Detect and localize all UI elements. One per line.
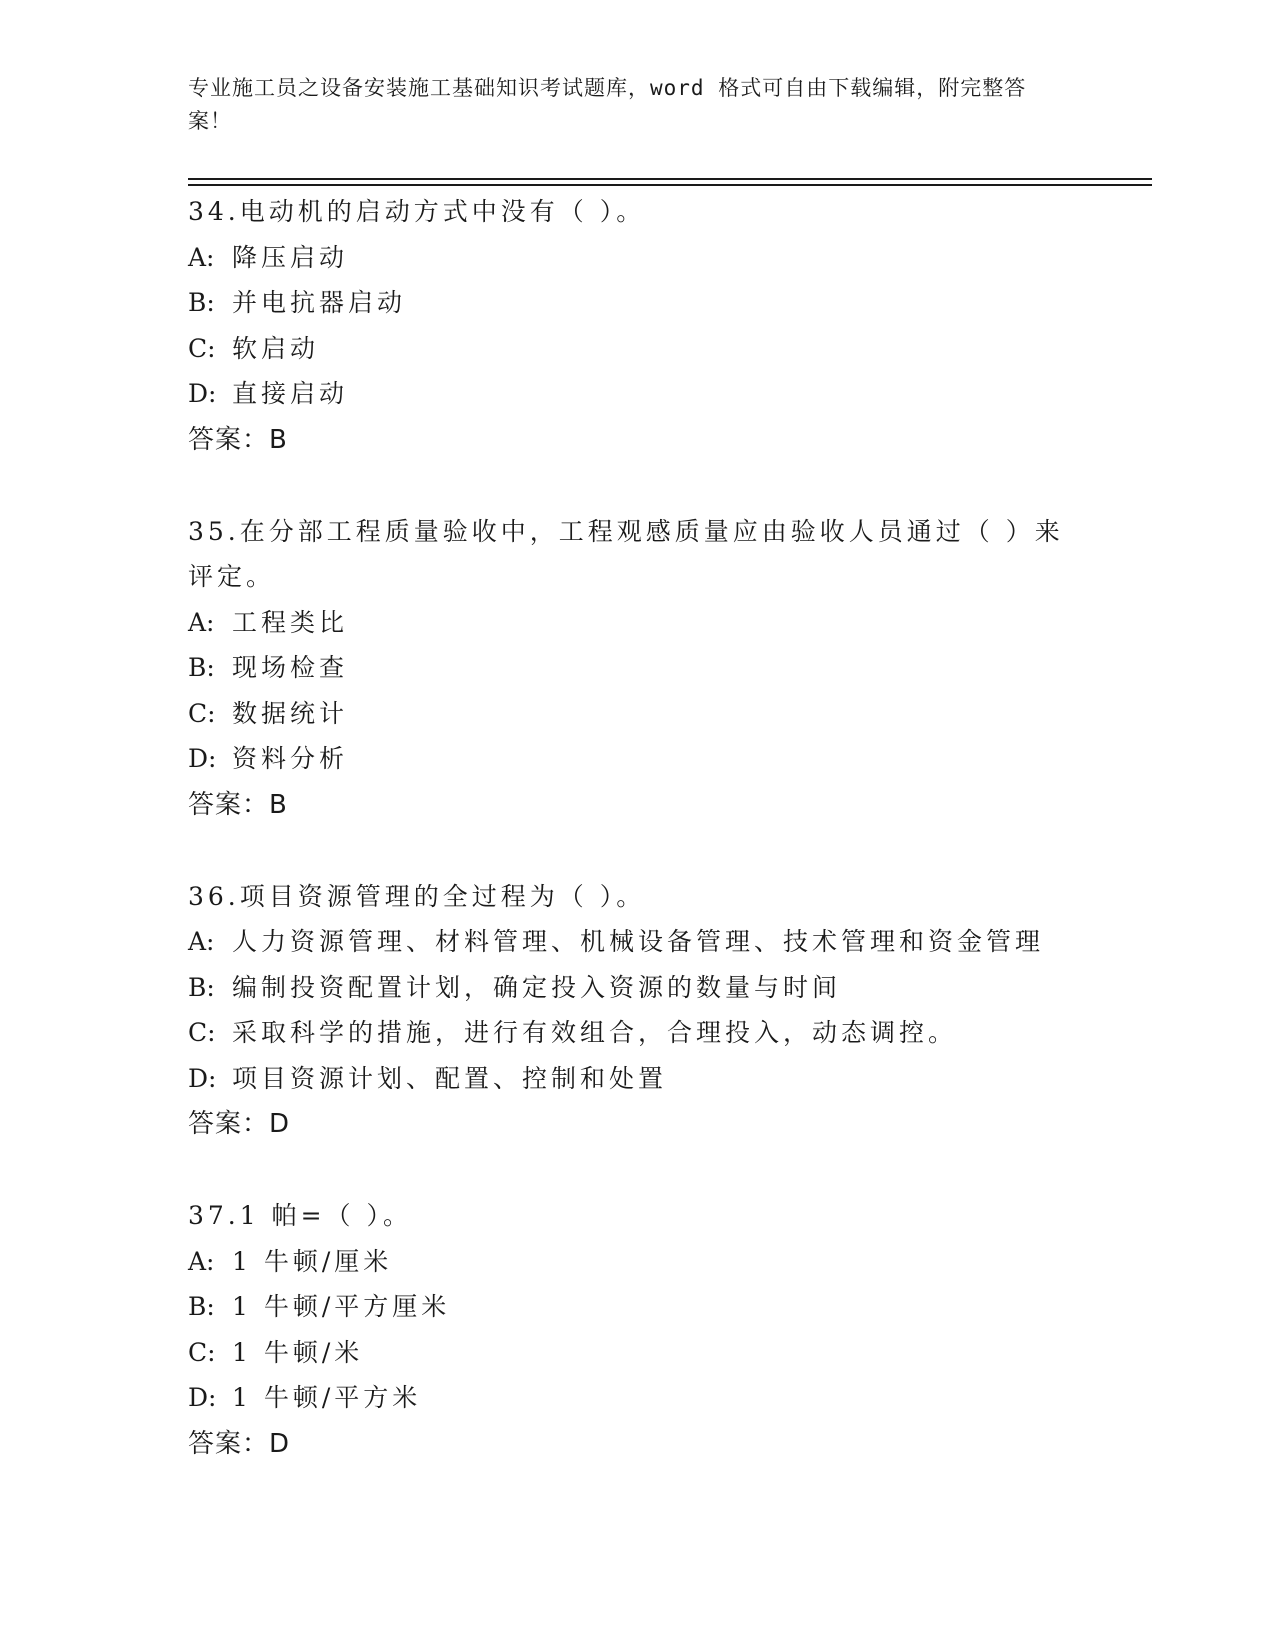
option-text: 现场检查 (232, 653, 349, 682)
header-divider-top (188, 178, 1152, 180)
answer-line: 答案：D (188, 1428, 291, 1459)
option-letter: B: (188, 1292, 215, 1321)
option-letter: B: (188, 653, 215, 682)
option-text: 数据统计 (232, 698, 349, 728)
question-stem: 36.项目资源管理的全过程为（ ）。 (188, 881, 646, 911)
option-text: 人力资源管理、材料管理、机械设备管理、技术管理和资金管理 (232, 927, 1045, 956)
answer-line: 答案：B (188, 789, 288, 820)
option-c (188, 691, 1088, 737)
option-letter: D: (188, 1063, 217, 1093)
option-c (188, 1010, 1088, 1056)
option-text: 软启动 (232, 333, 320, 363)
option-d (188, 736, 1088, 782)
option-text: 降压启动 (232, 242, 349, 272)
option-letter: C: (188, 333, 216, 363)
option-text: 编制投资配置计划，确定投入资源的数量与时间 (232, 972, 842, 1002)
option-letter: D: (188, 744, 217, 773)
option-letter: A: (188, 242, 215, 272)
answer-line: 答案：D (188, 1109, 291, 1139)
option-letter: A: (188, 1246, 215, 1276)
question-stem: 37.1 帕=（ ）。 (188, 1201, 413, 1230)
option-text: 1 牛顿/米 (232, 1337, 364, 1367)
option-text: 项目资源计划、配置、控制和处置 (232, 1063, 668, 1093)
question-37 (188, 1193, 1088, 1467)
option-a (188, 235, 1088, 281)
option-letter: B: (188, 288, 215, 317)
option-text: 1 牛顿/厘米 (232, 1246, 393, 1276)
option-b (188, 645, 1088, 691)
answer-line: 答案：B (188, 424, 288, 455)
option-a (188, 600, 1088, 646)
option-d (188, 371, 1088, 417)
option-a (188, 919, 1088, 965)
header-divider-bottom (188, 184, 1152, 186)
option-text: 1 牛顿/平方厘米 (232, 1292, 451, 1321)
option-letter: B: (188, 972, 215, 1002)
option-text: 并电抗器启动 (232, 288, 407, 317)
option-letter: C: (188, 1018, 216, 1047)
option-letter: A: (188, 927, 215, 956)
option-text: 资料分析 (232, 744, 349, 773)
question-stem: 34.电动机的启动方式中没有（ ）。 (188, 197, 646, 226)
question-35 (188, 509, 1088, 828)
option-text: 工程类比 (232, 607, 349, 637)
option-b (188, 1284, 1088, 1330)
option-d (188, 1056, 1088, 1102)
question-36 (188, 874, 1088, 1148)
question-34 (188, 189, 1088, 463)
option-b (188, 965, 1088, 1011)
option-text: 采取科学的措施，进行有效组合，合理投入，动态调控。 (232, 1018, 958, 1047)
option-letter: D: (188, 1383, 217, 1412)
option-letter: C: (188, 1337, 216, 1367)
option-c (188, 326, 1088, 372)
document-intro: 专业施工员之设备安装施工基础知识考试题库，word 格式可自由下载编辑，附完整答案！ (188, 76, 1027, 133)
option-d (188, 1375, 1088, 1421)
option-text: 直接启动 (232, 379, 349, 408)
option-letter: D: (188, 379, 217, 408)
option-b (188, 280, 1088, 326)
option-letter: A: (188, 607, 215, 637)
question-stem: 35.在分部工程质量验收中，工程观感质量应由验收人员通过（ ）来评定。 (188, 516, 1064, 591)
question-list (188, 189, 1088, 1513)
option-text: 1 牛顿/平方米 (232, 1383, 422, 1412)
option-a (188, 1239, 1088, 1285)
option-c (188, 1330, 1088, 1376)
option-letter: C: (188, 698, 216, 728)
